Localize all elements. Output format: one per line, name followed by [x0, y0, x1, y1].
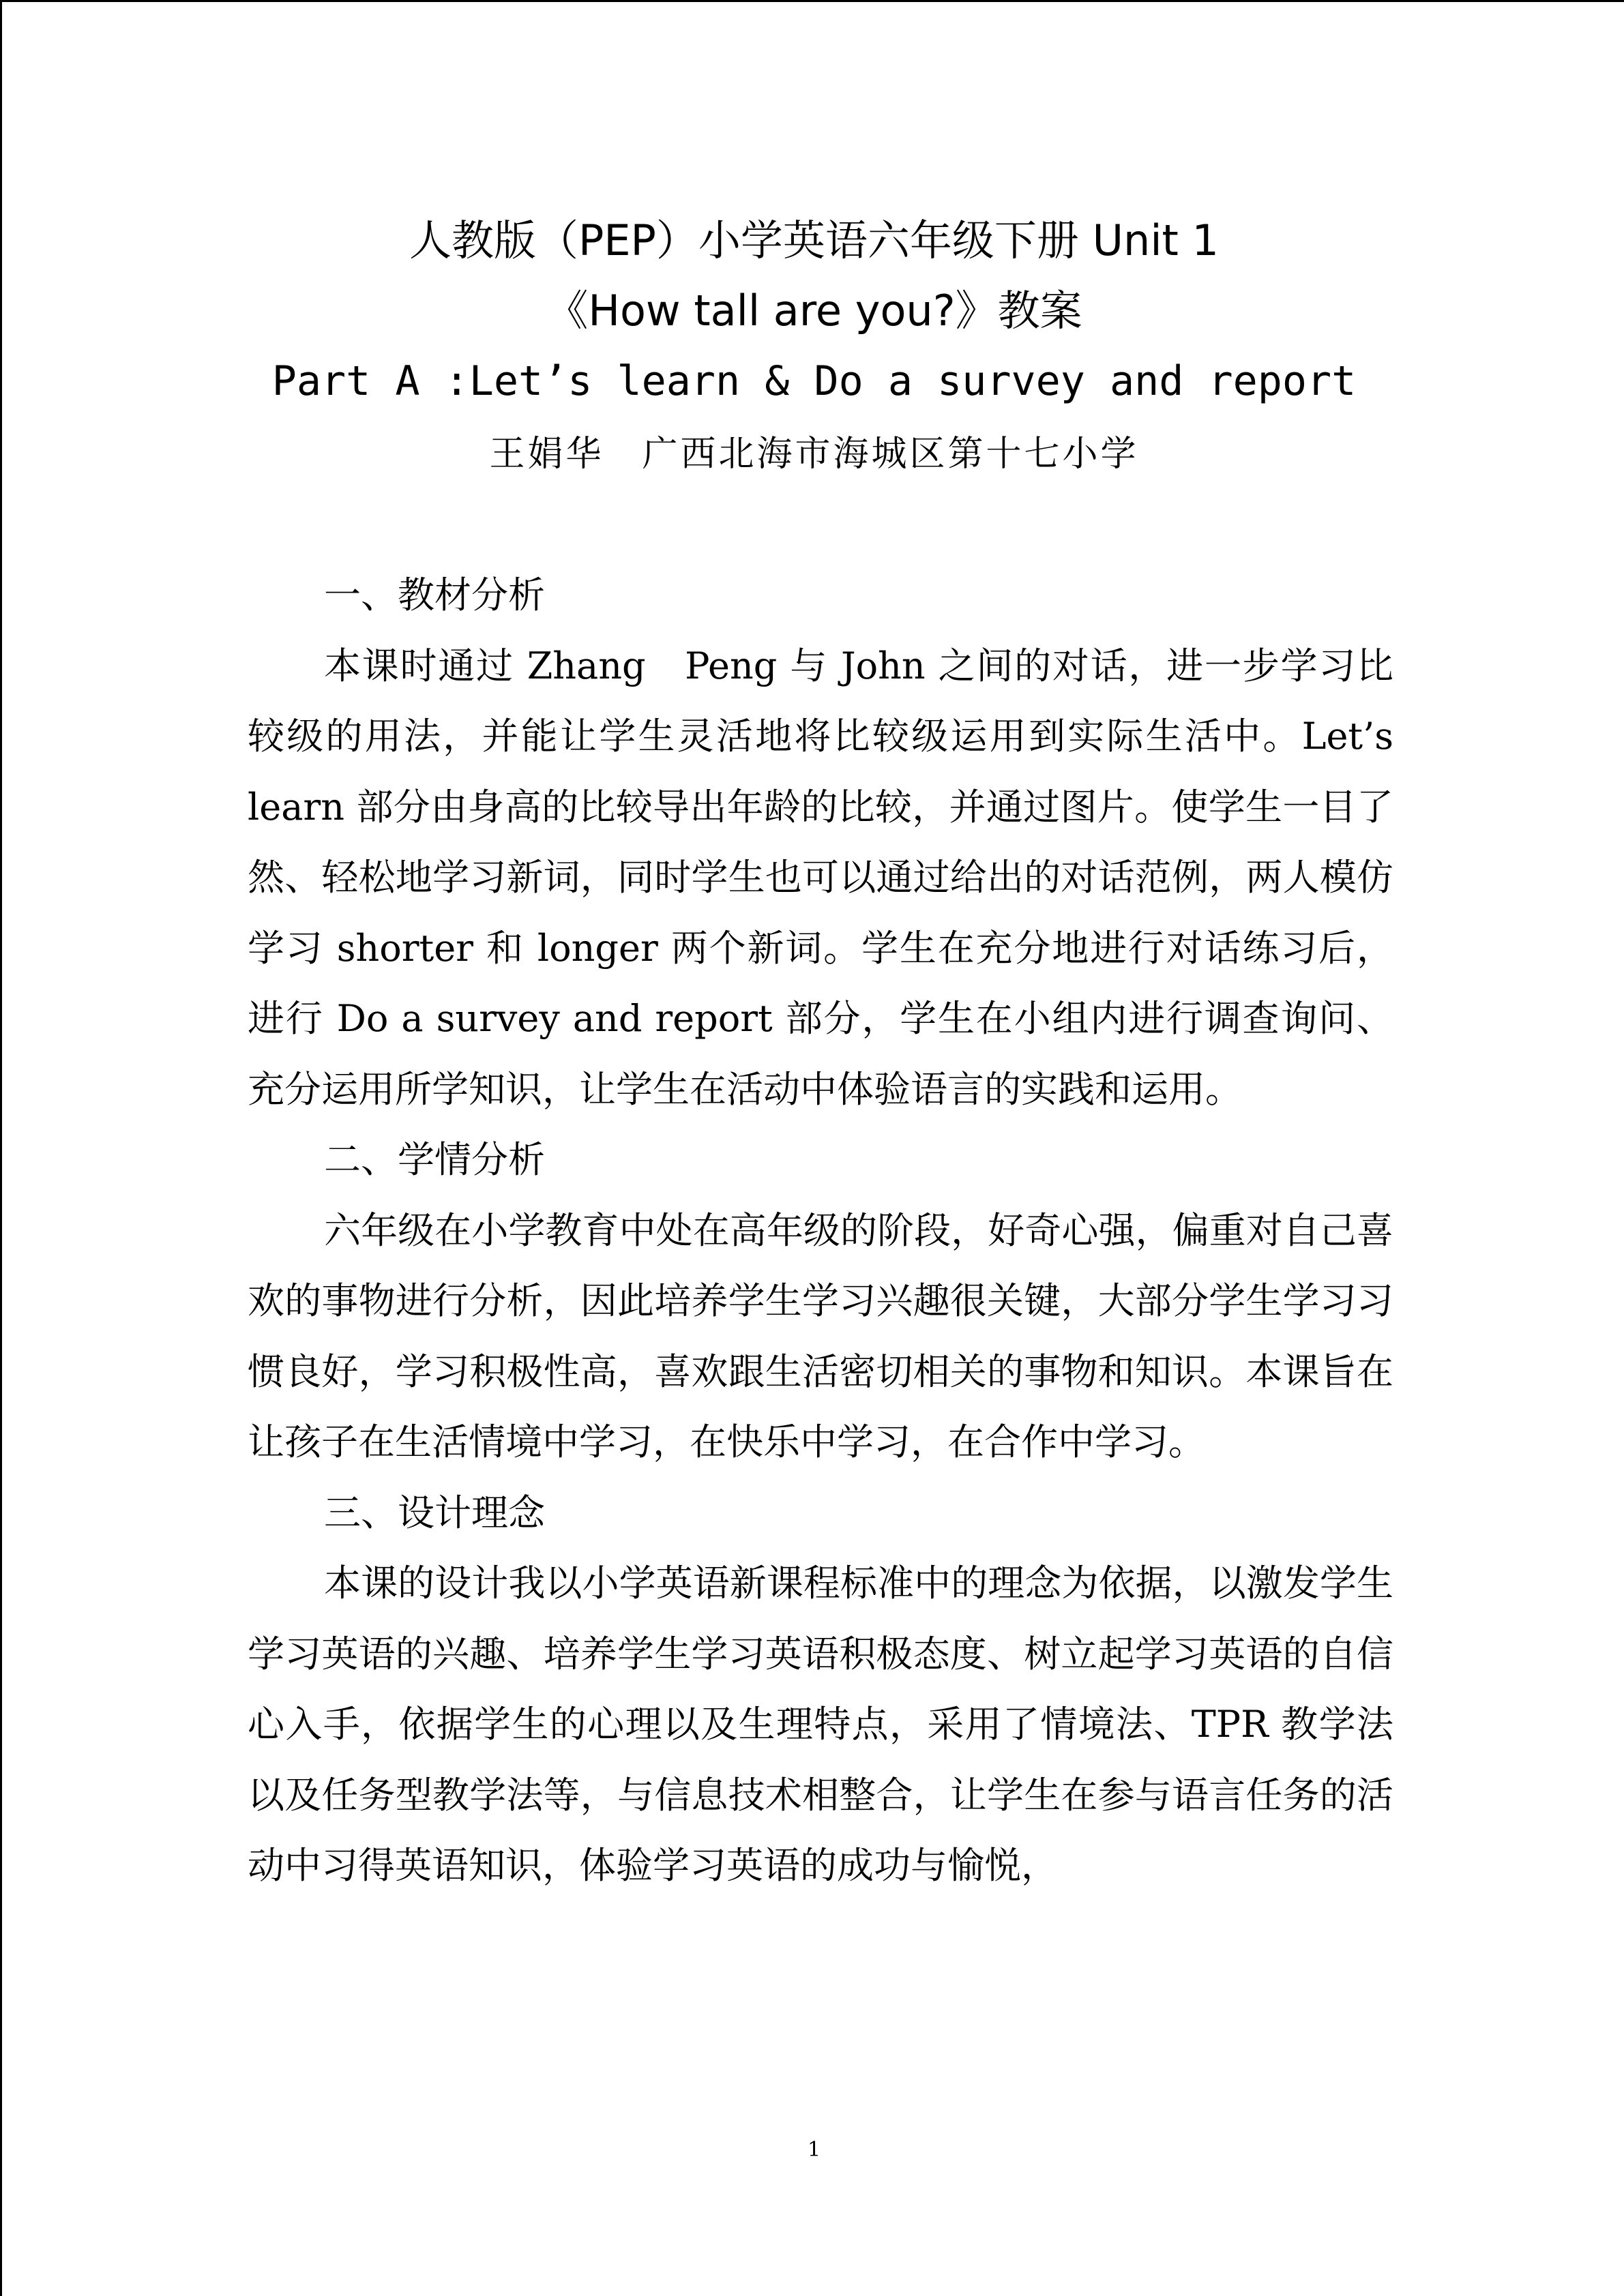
section-paragraph-1: 本课时通过 Zhang Peng 与 John 之间的对话，进一步学习比较级的用法，并能让学生灵活地将比较级运用到实际生活中。Let’s learn 部分由身高的比较导出年龄的比较，并通过图片。使学生一目了然、轻松地学习新词，同时学生也可以通过给出的对话范例，两人模仿学习 shorter 和 longer 两个新词。学生在充分地进行对话练习后，进行 Do a survey and report 部分，学生在小组内进行调查询问、充分运用所学知识，让学生在活动中体验语言的实践和运用。: [248, 644, 1393, 1111]
section-heading-1: 一、教材分析: [324, 573, 545, 616]
title-line-2: 《How tall are you?》教案: [546, 286, 1082, 336]
section-paragraph-2: 六年级在小学教育中处在高年级的阶段，好奇心强，偏重对自己喜欢的事物进行分析，因此培养学生学习兴趣很关键，大部分学生学习习惯良好，学习积极性高，喜欢跟生活密切相关的事物和知识。本课旨在让孩子在生活情境中学习，在快乐中学习，在合作中学习。: [248, 1208, 1393, 1463]
title-line-3: Part A :Let’s learn & Do a survey and report: [271, 357, 1357, 405]
section-heading-3: 三、设计理念: [324, 1491, 545, 1534]
section-paragraph-3: 本课的设计我以小学英语新课程标准中的理念为依据，以激发学生学习英语的兴趣、培养学生学习英语积极态度、树立起学习英语的自信心入手，依据学生的心理以及生理特点，采用了情境法、TPR 教学法以及任务型教学法等，与信息技术相整合，让学生在参与语言任务的活动中习得英语知识，体验学习英语的成功与愉悦，: [248, 1562, 1393, 1887]
page-number: 1: [807, 2138, 821, 2162]
section-heading-2: 二、学情分析: [324, 1138, 545, 1181]
document-body: [248, 560, 1393, 1901]
title-line-1: 人教版（PEP）小学英语六年级下册 Unit 1: [409, 215, 1220, 265]
author-line: 王娟华 广西北海市海城区第十七小学: [489, 434, 1139, 475]
